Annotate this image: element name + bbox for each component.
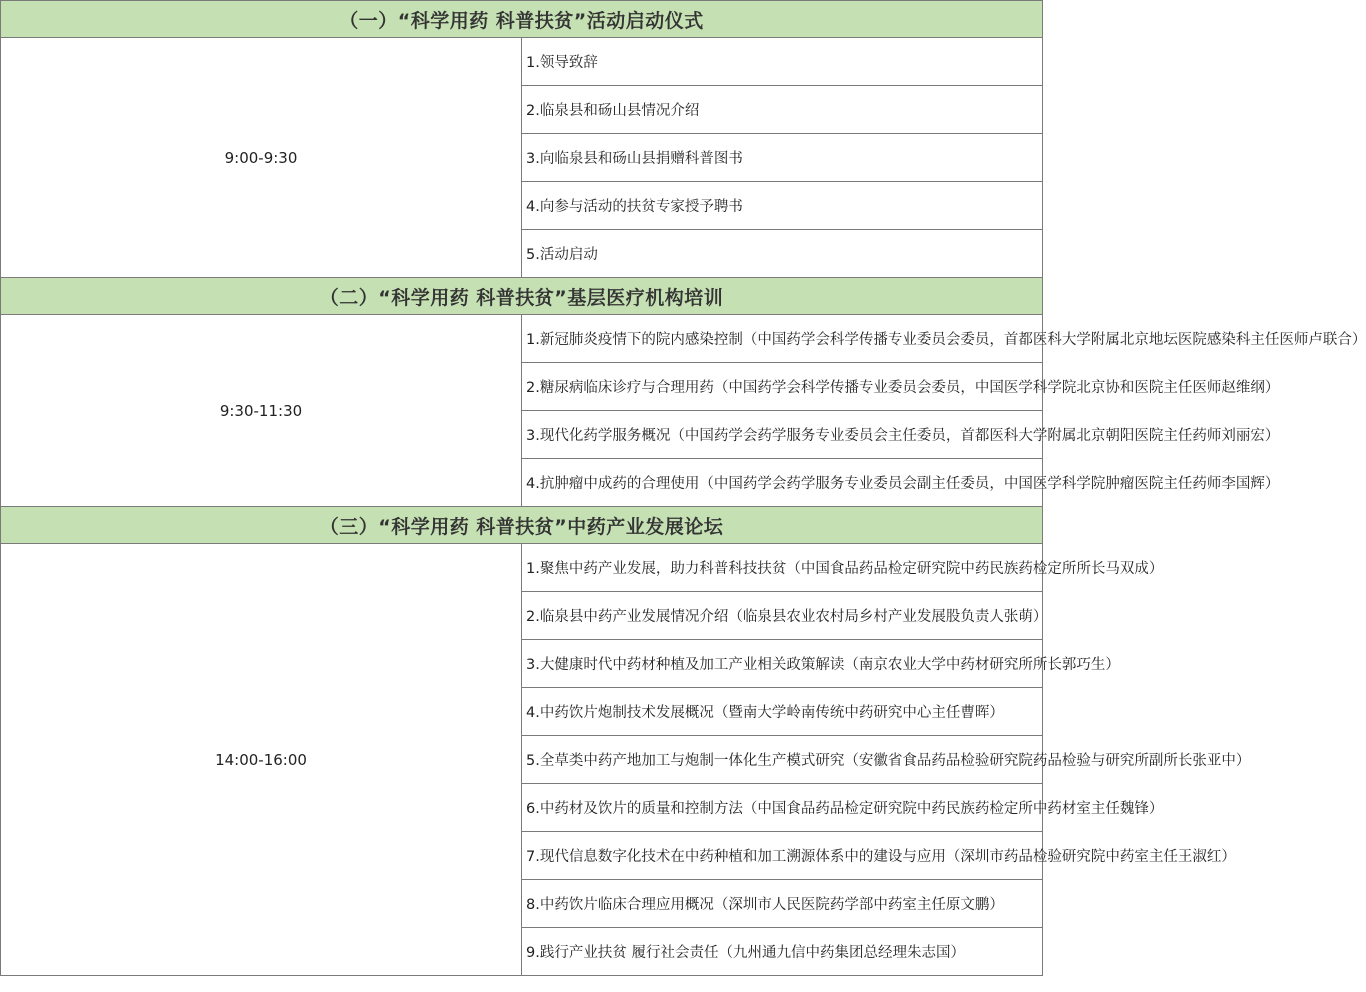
- agenda-item: 5.全草类中药产地加工与炮制一体化生产模式研究（安徽省食品药品检验研究院药品检验与研究所副所长张亚中）: [522, 736, 1043, 784]
- section-title: （三）“科学用药 科普扶贫”中药产业发展论坛: [1, 507, 1043, 544]
- agenda-item: 4.抗肿瘤中成药的合理使用（中国药学会药学服务专业委员会副主任委员，中国医学科学院肿瘤医院主任药师李国辉）: [522, 459, 1043, 507]
- agenda-item: 8.中药饮片临床合理应用概况（深圳市人民医院药学部中药室主任原文鹏）: [522, 880, 1043, 928]
- time-slot: 14:00-16:00: [1, 544, 522, 976]
- agenda-item: 3.现代化药学服务概况（中国药学会药学服务专业委员会主任委员，首都医科大学附属北京朝阳医院主任药师刘丽宏）: [522, 411, 1043, 459]
- agenda-item: 2.临泉县中药产业发展情况介绍（临泉县农业农村局乡村产业发展股负责人张萌）: [522, 592, 1043, 640]
- time-slot: 9:00-9:30: [1, 38, 522, 278]
- agenda-item: 4.中药饮片炮制技术发展概况（暨南大学岭南传统中药研究中心主任曹晖）: [522, 688, 1043, 736]
- time-slot: 9:30-11:30: [1, 315, 522, 507]
- agenda-item: 6.中药材及饮片的质量和控制方法（中国食品药品检定研究院中药民族药检定所中药材室主任魏锋）: [522, 784, 1043, 832]
- agenda-item: 2.临泉县和砀山县情况介绍: [522, 86, 1043, 134]
- agenda-item: 2.糖尿病临床诊疗与合理用药（中国药学会科学传播专业委员会委员，中国医学科学院北京协和医院主任医师赵维纲）: [522, 363, 1043, 411]
- agenda-item: 3.向临泉县和砀山县捐赠科普图书: [522, 134, 1043, 182]
- section-title: （二）“科学用药 科普扶贫”基层医疗机构培训: [1, 278, 1043, 315]
- agenda-item: 1.新冠肺炎疫情下的院内感染控制（中国药学会科学传播专业委员会委员，首都医科大学附属北京地坛医院感染科主任医师卢联合）: [522, 315, 1043, 363]
- agenda-item: 5.活动启动: [522, 230, 1043, 278]
- agenda-row: [1, 315, 1043, 363]
- agenda-item: 1.领导致辞: [522, 38, 1043, 86]
- section-header-row: [1, 507, 1043, 544]
- section-header-row: [1, 278, 1043, 315]
- section-title: （一）“科学用药 科普扶贫”活动启动仪式: [1, 1, 1043, 38]
- agenda-row: [1, 38, 1043, 86]
- agenda-row: [1, 544, 1043, 592]
- section-header-row: [1, 1, 1043, 38]
- agenda-item: 7.现代信息数字化技术在中药种植和加工溯源体系中的建设与应用（深圳市药品检验研究院中药室主任王淑红）: [522, 832, 1043, 880]
- agenda-item: 4.向参与活动的扶贫专家授予聘书: [522, 182, 1043, 230]
- agenda-item: 9.践行产业扶贫 履行社会责任（九州通九信中药集团总经理朱志国）: [522, 928, 1043, 976]
- agenda-item: 3.大健康时代中药材种植及加工产业相关政策解读（南京农业大学中药材研究所所长郭巧生）: [522, 640, 1043, 688]
- agenda-item: 1.聚焦中药产业发展，助力科普科技扶贫（中国食品药品检定研究院中药民族药检定所所长马双成）: [522, 544, 1043, 592]
